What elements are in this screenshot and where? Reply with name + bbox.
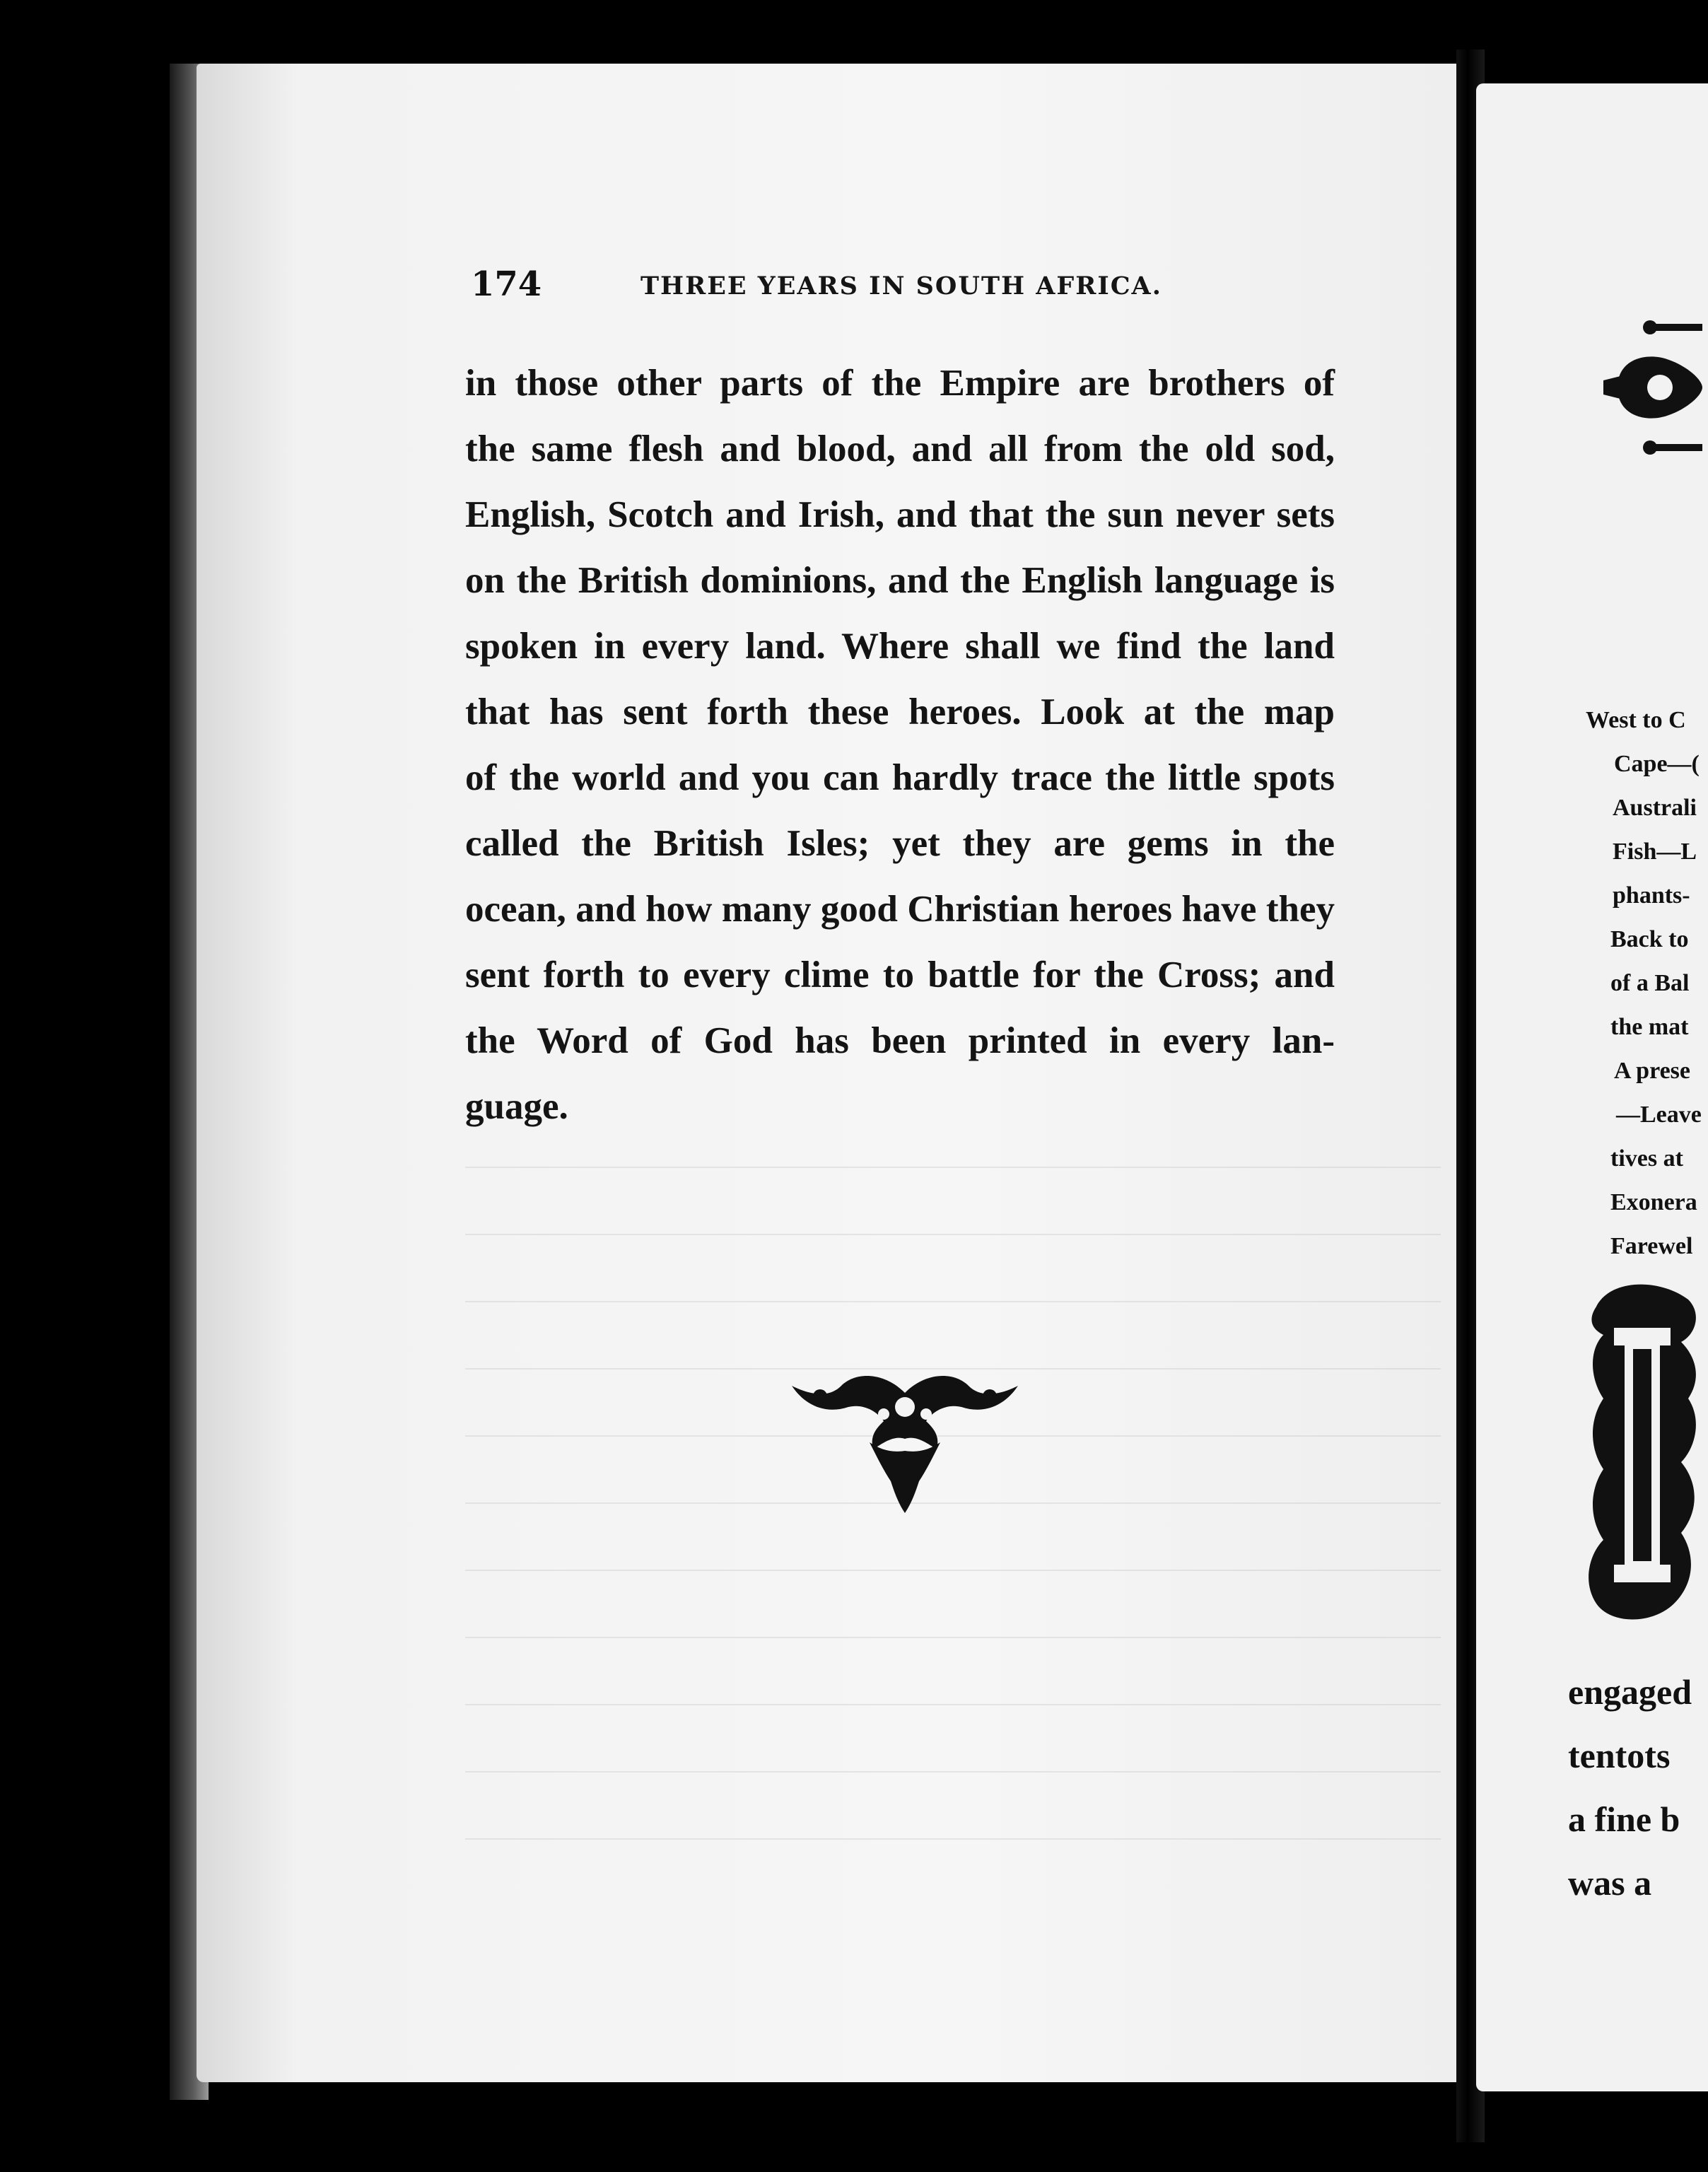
summary-line: phants- — [1613, 882, 1690, 909]
summary-line: Back to — [1610, 926, 1689, 952]
right-page-body-text — [1568, 1660, 1708, 1915]
summary-line: A prese — [1614, 1058, 1690, 1084]
bleed-through-line — [465, 1838, 1441, 1840]
bleed-through-line — [465, 1771, 1441, 1773]
text-line: a fine b — [1568, 1799, 1680, 1839]
summary-line: Cape—( — [1614, 751, 1700, 777]
bleed-through-line — [465, 1704, 1441, 1705]
summary-line: Australi — [1613, 795, 1697, 821]
summary-line: West to C — [1586, 707, 1686, 733]
bleed-through-line — [465, 1234, 1441, 1235]
bleed-through-line — [465, 1301, 1441, 1302]
text-line: was a — [1568, 1863, 1652, 1903]
body-text — [465, 351, 1335, 1140]
summary-line: the mat — [1610, 1014, 1689, 1040]
running-head — [471, 264, 1248, 314]
text-line: ocean, and how many good Christian heroes have they — [465, 889, 1335, 930]
page-number: 174 — [471, 264, 542, 304]
bleed-through-line — [465, 1167, 1441, 1168]
decorated-dropcap-icon — [1582, 1278, 1708, 1632]
summary-line: of a Bal — [1610, 970, 1690, 996]
text-line: English, Scotch and Irish, and that the sun never sets — [465, 494, 1335, 535]
summary-line: Farewel — [1610, 1233, 1693, 1259]
header-ornament-icon — [1490, 310, 1702, 465]
text-line: tentots — [1568, 1736, 1671, 1775]
text-line: in those other parts of the Empire are brothers of — [465, 363, 1335, 404]
running-title: THREE YEARS IN SOUTH AFRICA. — [640, 272, 1162, 300]
summary-line: Exonera — [1610, 1189, 1697, 1215]
right-page — [1476, 83, 1708, 2091]
bleed-through-line — [465, 1637, 1441, 1638]
text-line: engaged — [1568, 1672, 1692, 1712]
summary-line: Fish—L — [1613, 839, 1697, 865]
bleed-through-line — [465, 1570, 1441, 1571]
chapter-summary — [1476, 699, 1708, 1268]
text-line: of the world and you can hardly trace the little spots — [465, 757, 1335, 798]
text-line: spoken in every land. Where shall we find the land — [465, 626, 1335, 667]
text-line: the Word of God has been printed in every lan- — [465, 1020, 1335, 1061]
summary-line: —Leave — [1616, 1102, 1702, 1128]
text-line: sent forth to every clime to battle for the Cross; and — [465, 954, 1335, 996]
text-line: the same flesh and blood, and all from the old sod, — [465, 428, 1335, 469]
text-line: called the British Isles; yet they are gems in the — [465, 823, 1335, 864]
text-line: that has sent forth these heroes. Look at the map — [465, 691, 1335, 732]
summary-line: tives at — [1610, 1145, 1683, 1172]
text-line: guage. — [465, 1086, 568, 1127]
floral-tailpiece-icon — [778, 1365, 1032, 1520]
text-line: on the British dominions, and the English language is — [465, 560, 1335, 601]
